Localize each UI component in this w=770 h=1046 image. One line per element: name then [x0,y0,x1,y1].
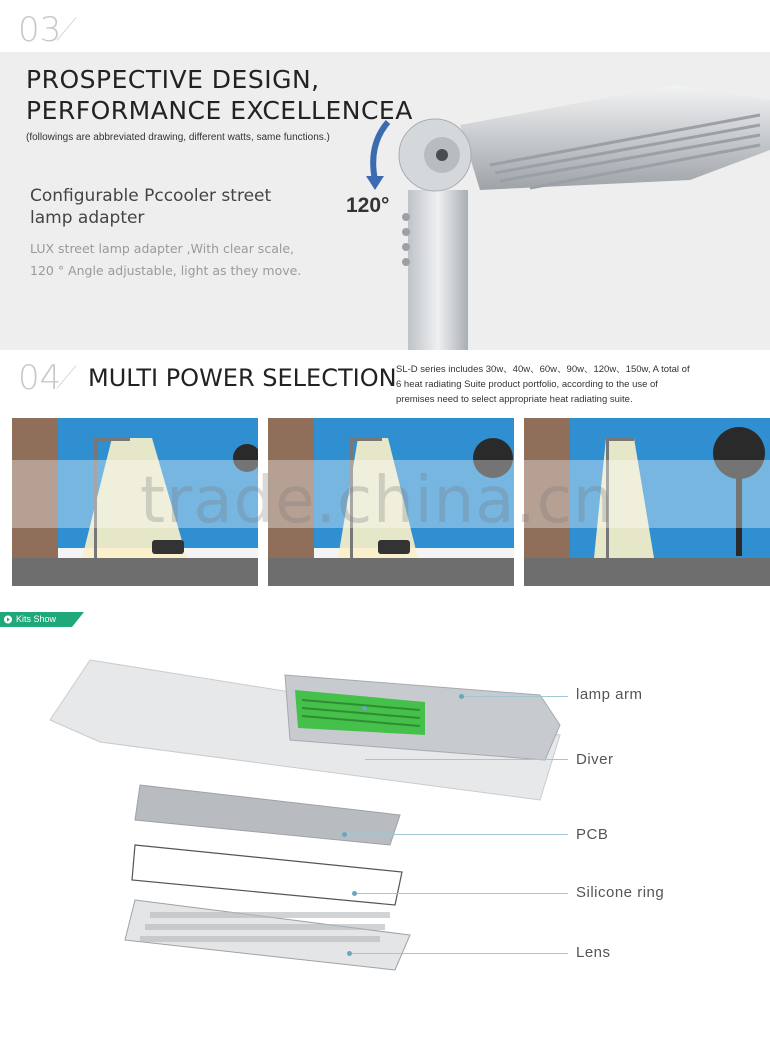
callout-dot [362,706,367,711]
section4-note: SL-D series includes 30w、40w、60w、90w、120w、150w, A total of 6 heat radiating Suite product portfolio, according to the use of premises need to select appropriate heat radiating suite. [396,364,690,405]
part-label-diver: Diver [576,751,614,768]
angle-label: 120° [346,194,390,217]
callout-dot [459,694,464,699]
callout-line-diver [365,759,568,760]
part-label-lens: Lens [576,944,611,961]
section3-description: LUX street lamp adapter ,With clear scale, 120 ° Angle adjustable, light as they move. [30,241,302,278]
section3-heading: Configurable Pccooler street lamp adapter [30,186,272,228]
callout-line-pcb [345,834,568,835]
callout-dot [352,891,357,896]
callout-dot [342,832,347,837]
watermark: trade.china.cn [140,464,615,538]
section3-note: (followings are abbreviated drawing, different watts, same functions.) [26,132,330,143]
exploded-lamp-illustration [40,650,570,990]
part-label-lamp-arm: lamp arm [576,686,643,703]
callout-line-lens [350,953,568,954]
section-number-03: 03 [18,10,62,50]
section-number-04: 04 [18,358,62,398]
part-label-pcb: PCB [576,826,609,843]
callout-dot [347,951,352,956]
callout-line-lamp-arm [462,696,568,697]
kits-show-label: Kits Show [16,614,57,624]
section4-title: MULTI POWER SELECTION [88,364,397,392]
section3-title: PROSPECTIVE DESIGN, PERFORMANCE EXCELLENCEA [26,65,413,125]
lamp-adapter-illustration [330,70,770,350]
callout-line-silicone-ring [355,893,568,894]
part-label-silicone-ring: Silicone ring [576,884,665,901]
